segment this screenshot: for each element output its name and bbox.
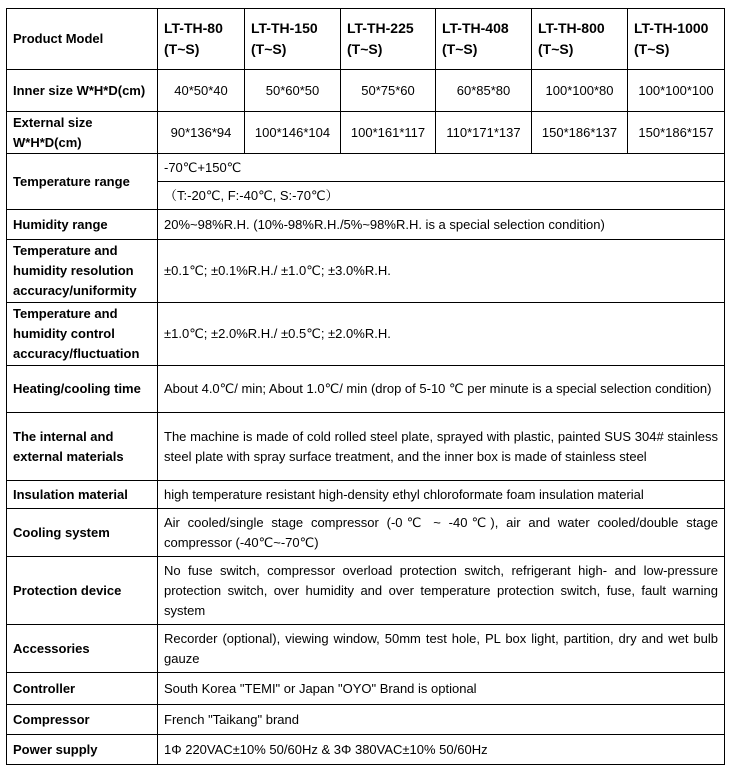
spec-row xyxy=(7,303,725,366)
product-model-label: Product Model xyxy=(7,9,158,70)
inner-size-cell: 50*75*60 xyxy=(341,70,436,112)
spec-label: Humidity range xyxy=(7,210,158,240)
spec-value: high temperature resistant high-density ethyl chloroformate foam insulation material xyxy=(158,481,725,509)
spec-label: Temperature and humidity control accuracy/fluctuation xyxy=(7,303,158,366)
spec-value: About 4.0℃/ min; About 1.0℃/ min (drop of 5-10 ℃ per minute is a special selection condition) xyxy=(158,366,725,413)
inner-size-cell: 50*60*50 xyxy=(245,70,341,112)
spec-label: Accessories xyxy=(7,625,158,673)
spec-label: Heating/cooling time xyxy=(7,366,158,413)
spec-row xyxy=(7,366,725,413)
model-header: LT-TH-225 (T~S) xyxy=(341,9,436,70)
external-size-cell: 100*161*117 xyxy=(341,112,436,154)
spec-row xyxy=(7,413,725,481)
temperature-range-label: Temperature range xyxy=(7,154,158,210)
spec-value: French "Taikang" brand xyxy=(158,705,725,735)
external-size-cell: 100*146*104 xyxy=(245,112,341,154)
external-size-cell: 90*136*94 xyxy=(158,112,245,154)
spec-label: Compressor xyxy=(7,705,158,735)
spec-label: The internal and external materials xyxy=(7,413,158,481)
spec-row xyxy=(7,705,725,735)
inner-size-cell: 100*100*100 xyxy=(628,70,725,112)
inner-size-cell: 100*100*80 xyxy=(532,70,628,112)
external-size-cell: 150*186*137 xyxy=(532,112,628,154)
external-size-row xyxy=(7,112,725,154)
model-header: LT-TH-80 (T~S) xyxy=(158,9,245,70)
model-header: LT-TH-408 (T~S) xyxy=(436,9,532,70)
spec-row xyxy=(7,625,725,673)
spec-value: Recorder (optional), viewing window, 50mm test hole, PL box light, partition, dry and wet bulb gauze xyxy=(158,625,725,673)
model-header: LT-TH-800 (T~S) xyxy=(532,9,628,70)
inner-size-label: Inner size W*H*D(cm) xyxy=(7,70,158,112)
temperature-range-options: （T:-20℃, F:-40℃, S:-70℃） xyxy=(158,182,725,210)
spec-value: South Korea "TEMI" or Japan "OYO" Brand is optional xyxy=(158,673,725,705)
inner-size-cell: 60*85*80 xyxy=(436,70,532,112)
inner-size-row xyxy=(7,70,725,112)
spec-row xyxy=(7,210,725,240)
model-header: LT-TH-1000 (T~S) xyxy=(628,9,725,70)
temperature-range-row xyxy=(7,154,725,182)
spec-label: Insulation material xyxy=(7,481,158,509)
temperature-range-value: -70℃+150℃ xyxy=(158,154,725,182)
external-size-cell: 110*171*137 xyxy=(436,112,532,154)
spec-value: 20%~98%R.H. (10%-98%R.H./5%~98%R.H. is a special selection condition) xyxy=(158,210,725,240)
spec-value: The machine is made of cold rolled steel plate, sprayed with plastic, painted SUS 304# stainless steel plate with spray surface treatment, and the inner box is made of stainless steel xyxy=(158,413,725,481)
spec-row xyxy=(7,240,725,303)
inner-size-cell: 40*50*40 xyxy=(158,70,245,112)
spec-row xyxy=(7,557,725,625)
spec-row xyxy=(7,673,725,705)
spec-row xyxy=(7,735,725,765)
spec-row xyxy=(7,481,725,509)
spec-value: ±1.0℃; ±2.0%R.H./ ±0.5℃; ±2.0%R.H. xyxy=(158,303,725,366)
spec-label: Protection device xyxy=(7,557,158,625)
spec-label: Controller xyxy=(7,673,158,705)
spec-value: No fuse switch, compressor overload protection switch, refrigerant high- and low-pressure protection switch, over humidity and over temperature protection switch, fuse, fault warning system xyxy=(158,557,725,625)
spec-row xyxy=(7,509,725,557)
external-size-cell: 150*186*157 xyxy=(628,112,725,154)
header-row xyxy=(7,9,725,70)
external-size-label: External size W*H*D(cm) xyxy=(7,112,158,154)
spec-value: 1Φ 220VAC±10% 50/60Hz & 3Φ 380VAC±10% 50/60Hz xyxy=(158,735,725,765)
model-header: LT-TH-150 (T~S) xyxy=(245,9,341,70)
spec-value: ±0.1℃; ±0.1%R.H./ ±1.0℃; ±3.0%R.H. xyxy=(158,240,725,303)
spec-label: Cooling system xyxy=(7,509,158,557)
spec-label: Power supply xyxy=(7,735,158,765)
spec-table xyxy=(6,8,725,765)
spec-value: Air cooled/single stage compressor (-0℃ ~ -40℃), air and water cooled/double stage compressor (-40℃~-70℃) xyxy=(158,509,725,557)
spec-label: Temperature and humidity resolution accuracy/uniformity xyxy=(7,240,158,303)
